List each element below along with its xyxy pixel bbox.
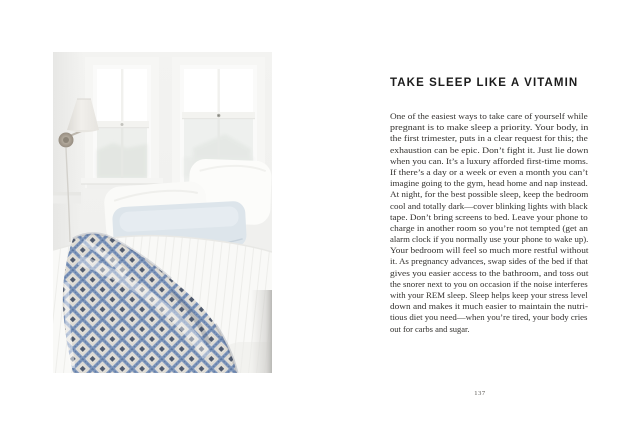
text-line: gives you easier access to the bathroom, and toss out: [390, 267, 589, 278]
text-line: One of the easiest ways to take care of yourself while: [390, 111, 588, 121]
text-line: it. As pregnancy advances, swap sides of the bed if that: [390, 256, 588, 267]
wall-trim: [53, 192, 81, 204]
mattress-shadow: [251, 290, 272, 373]
text-line: out for carbs and sugar.: [390, 323, 470, 334]
text-line: Your bedroom will feel so much more restful without: [390, 245, 589, 256]
text-line: alarm clock if you normally use your phone to wake up).: [390, 234, 589, 245]
page-number: 137: [474, 390, 486, 397]
text-line: charge in another room so you’re not tempted (get an: [390, 222, 588, 233]
text-line: pregnant is to make sleep a priority. Your body, in: [390, 122, 589, 133]
text-line: exhaustion can be epic. Don’t fight it. Just lie down: [390, 144, 589, 155]
text-line: tious diet you need—when you’re tired, your body cries: [390, 312, 588, 323]
text-line: the snorer next to you on occasion if the noise interferes: [390, 278, 588, 289]
text-line: tape. Don’t bring screens to bed. Leave your phone to: [390, 211, 588, 222]
body-paragraph: [390, 111, 588, 335]
bedroom-photo: [53, 52, 272, 373]
text-line: imagine going to the gym, head home and nap instead.: [390, 178, 588, 189]
text-line: with your REM sleep. Sleep helps keep your stress level: [390, 290, 588, 300]
chapter-title: TAKE SLEEP LIKE A VITAMIN: [390, 77, 579, 89]
right-page: [320, 0, 640, 426]
text-line: At night, for the best possible sleep, keep the bedroom: [390, 189, 589, 200]
text-line: If there’s a day or a week or even a month you can’t: [390, 166, 588, 177]
text-line: down and makes it much easier to maintain the nutri-: [390, 301, 589, 312]
text-line: the first trimester, puts in a clear request for this; the: [390, 133, 588, 144]
text-line: when you can. It’s a luxury afforded first-time moms.: [390, 155, 589, 166]
text-line: cool and totally dark—cover blinking lights with black: [390, 200, 588, 211]
